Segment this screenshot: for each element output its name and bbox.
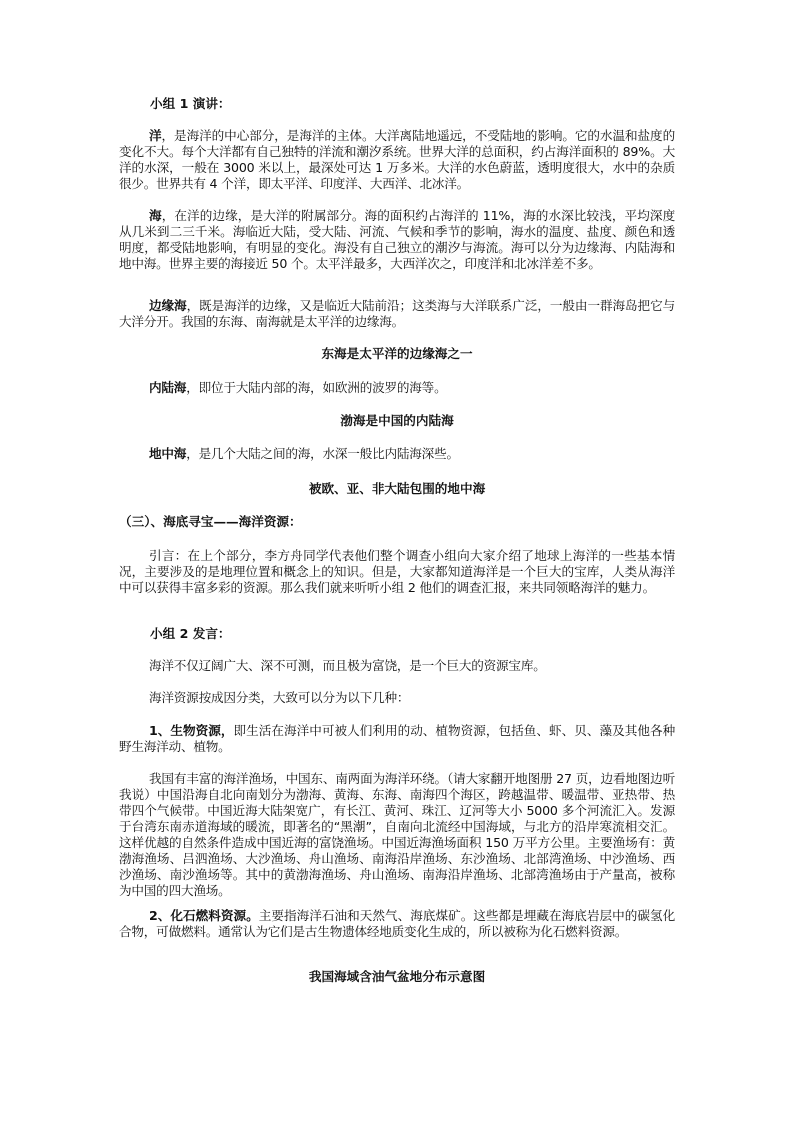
- group1-title: 小组 1 演讲：: [150, 96, 231, 111]
- paragraph-dizhong-text: ，是几个大陆之间的海，水深一般比内陆海深些。: [186, 446, 459, 461]
- caption-oil-map: 我国海域含油气盆地分布示意图: [308, 969, 486, 984]
- paragraph-fossil: [119, 908, 675, 940]
- paragraph-yang-text: ，是海洋的中心部分，是海洋的主体。大洋离陆地遥远，不受陆地的影响。它的水温和盐度的变化不大。每个大洋都有自己独特的洋流和潮汐系统。世界大洋的总面积，约占海洋面积的 89%。大洋的水深，一般在 3000 米以上，最深处可达 1 万多米。大洋的水色蔚蓝，透明度很大，水中的杂质很少。世界共有 4 个洋，即太平洋、印度洋、大西洋、北冰洋。: [119, 128, 675, 191]
- paragraph-fossil-text: 主要指海洋石油和天然气、海底煤矿。这些都是埋藏在海底岩层中的碳氢化合物，可做燃料。通常认为它们是古生物遗体经地质变化生成的，所以被称为化石燃料资源。: [119, 908, 676, 939]
- paragraph-neilu: [119, 380, 675, 396]
- caption-dizhong: 被欧、亚、非大陆包围的地中海: [308, 481, 486, 496]
- caption-donghai: 东海是太平洋的边缘海之一: [321, 346, 473, 361]
- paragraph-intro: 引言：在上个部分，李方舟同学代表他们整个调查小组向大家介绍了地球上海洋的一些基本情况，主要涉及的是地理位置和概念上的知识。但是，大家都知道海洋是一个巨大的宝库，人类从海洋中可以获得丰富多彩的资源。那么我们就来听听小组 2 他们的调查汇报，来共同领略海洋的魅力。: [119, 548, 675, 595]
- paragraph-bio-text: 即生活在海洋中可被人们利用的动、植物资源，包括鱼、虾、贝、藻及其他各种野生海洋动、植物。: [119, 723, 675, 754]
- term-fossil: 2、化石燃料资源。: [149, 908, 259, 923]
- paragraph-hai: [119, 208, 675, 272]
- group2-title: 小组 2 发言：: [150, 626, 231, 641]
- line-fenlei: 海洋资源按成因分类，大致可以分为以下几种：: [149, 690, 410, 705]
- paragraph-hai-text: ，在洋的边缘，是大洋的附属部分。海的面积约占海洋的 11%，海的水深比较浅，平均深度从几米到二三千米。海临近大陆，受大陆、河流、气候和季节的影响，海水的温度、盐度、颜色和透明度，都受陆地影响，有明显的变化。海没有自己独立的潮汐与海流。海可以分为边缘海、内陆海和地中海。世界主要的海接近 50 个。太平洋最多，大西洋次之，印度洋和北冰洋差不多。: [119, 208, 675, 271]
- paragraph-yang: [119, 128, 675, 192]
- section3-title: （三）、海底寻宝——海洋资源：: [119, 514, 302, 529]
- line-baoku: 海洋不仅辽阔广大、深不可测，而且极为富饶，是一个巨大的资源宝库。: [149, 658, 546, 673]
- term-yang: 洋: [149, 128, 162, 143]
- paragraph-neilu-text: ，即位于大陆内部的海，如欧洲的波罗的海等。: [186, 380, 447, 395]
- paragraph-bianyuan: [119, 298, 675, 330]
- term-bianyuan: 边缘海: [149, 298, 187, 313]
- paragraph-bianyuan-text: ，既是海洋的边缘，又是临近大陆前沿；这类海与大洋联系广泛，一般由一群海岛把它与大洋分开。我国的东海、南海就是太平洋的边缘海。: [119, 298, 676, 329]
- term-dizhong: 地中海: [149, 446, 187, 461]
- paragraph-bio: [119, 723, 675, 755]
- term-hai: 海: [149, 208, 162, 223]
- paragraph-yuchang: 我国有丰富的海洋渔场，中国东、南两面为海洋环绕。（请大家翻开地图册 27 页，边看地图边听我说）中国沿海自北向南划分为渤海、黄海、东海、南海四个海区，跨越温带、暖温带、亚热带、热带四个气候带。中国近海大陆架宽广，有长江、黄河、珠江、辽河等大小 5000 多个河流汇入。发源于台湾东南赤道海域的暖流，即著名的“黑潮”，自南向北流经中国海域，与北方的沿岸寒流相交汇。这样优越的自然条件造成中国近海的富饶渔场。中国近海渔场面积 150 万平方公里。主要渔场有：黄渤海渔场、吕泗渔场、大沙渔场、舟山渔场、南海沿岸渔场、东沙渔场、北部湾渔场、中沙渔场、西沙渔场、南沙渔场等。其中的黄渤海渔场、舟山渔场、南海沿岸渔场、北部湾渔场由于产量高，被称为中国的四大渔场。: [119, 771, 675, 898]
- term-neilu: 内陆海: [149, 380, 187, 395]
- caption-bohai: 渤海是中国的内陆海: [340, 413, 454, 428]
- paragraph-dizhong: [119, 446, 675, 462]
- term-bio: 1、生物资源，: [149, 723, 234, 738]
